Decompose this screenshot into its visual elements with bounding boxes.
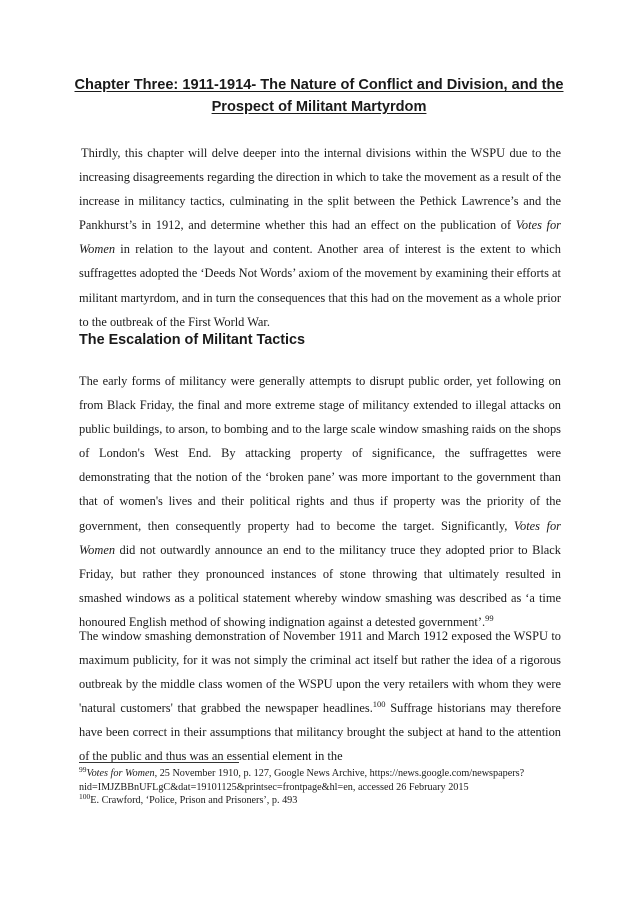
- chapter-title: Chapter Three: 1911-1914- The Nature of Conflict and Division, and the Prospect of Militant Martyrdom: [74, 77, 564, 115]
- para1-text-b: in relation to the layout and content. Another area of interest is the extent to which suffragettes adopted the ‘Deeds Not Words’ axiom of the movement by examining their efforts at militant martyrdom, and in turn the consequences that this had on the movement as a whole prior to the outbreak of the First World War.: [79, 242, 561, 329]
- para2-italic-title: Votes for Women: [79, 518, 561, 557]
- para2-text-a: The early forms of militancy were generally attempts to disrupt public order, yet following on from Black Friday, the final and more extreme stage of militancy extended to illegal attacks on public buildings, to arson, to bombing and to the large scale window smashing raids on the shops of London's West End. By attacking property of significance, the suffragettes were demonstrating that the notion of the ‘broken pane’ was more important to the government than that of women's lives and their political rights and thus if property was the priority of the government, then consequently property had to become the target. Significantly,: [79, 374, 561, 533]
- footnote-ref-99[interactable]: 99: [485, 612, 494, 623]
- footnote-99: [79, 767, 561, 794]
- footnote-italic-title: Votes for Women: [86, 768, 155, 779]
- footnote-number: 100: [79, 792, 91, 802]
- para2-text-b: did not outwardly announce an end to the militancy truce they adopted prior to Black Friday, but rather they pronounced instances of stone throwing that ultimately resulted in smashed windows as a political statement whereby window smashing was described as ‘a time honoured English method of showing indignation against a detested government’.: [79, 542, 561, 629]
- para1-italic-title: Votes for Women: [79, 218, 561, 257]
- footnote-ref-100[interactable]: 100: [372, 699, 386, 710]
- footnote-number: 99: [79, 765, 87, 774]
- footnotes: [79, 767, 561, 808]
- section-heading: The Escalation of Militant Tactics: [79, 332, 306, 348]
- para3-text-a: The window smashing demonstration of November 1911 and March 1912 exposed the WSPU to maximum publicity, for it was not simply the criminal act itself but rather the idea of a rigorous outbreak by the middle class women of the WSPU upon the very retailers with whom they were 'natural customers' that grabbed the newspaper headlines.: [79, 629, 561, 716]
- para1-text-a: Thirdly, this chapter will delve deeper into the internal divisions within the WSPU due to the increasing disagreements regarding the direction in which to take the movement as a result of the increase in militancy tactics, culminating in the split between the Pethick Lawrence’s and the Pankhurst’s in 1912, and determine whether this had an effect on the publication of: [79, 146, 561, 233]
- window-smashing-paragraph: [79, 624, 561, 769]
- footnote-text: , 25 November 1910, p. 127, Google News Archive, https://news.google.com/newspapers?nid=IMJZBBnUFLgC&dat=19101125&printsec=frontpage&hl=en, accessed 26 February 2015: [79, 768, 525, 793]
- footnote-text: E. Crawford, ‘Police, Prison and Prisoners’, p. 493: [90, 795, 298, 807]
- footnote-divider: [79, 762, 239, 763]
- intro-paragraph: [79, 141, 561, 334]
- footnote-100: [79, 794, 561, 808]
- para3-text-b: Suffrage historians may therefore have been correct in their assumptions that militancy brought the subject at hand to the attention of the public and thus was an essential element in the: [79, 701, 561, 764]
- militancy-paragraph: [79, 369, 561, 634]
